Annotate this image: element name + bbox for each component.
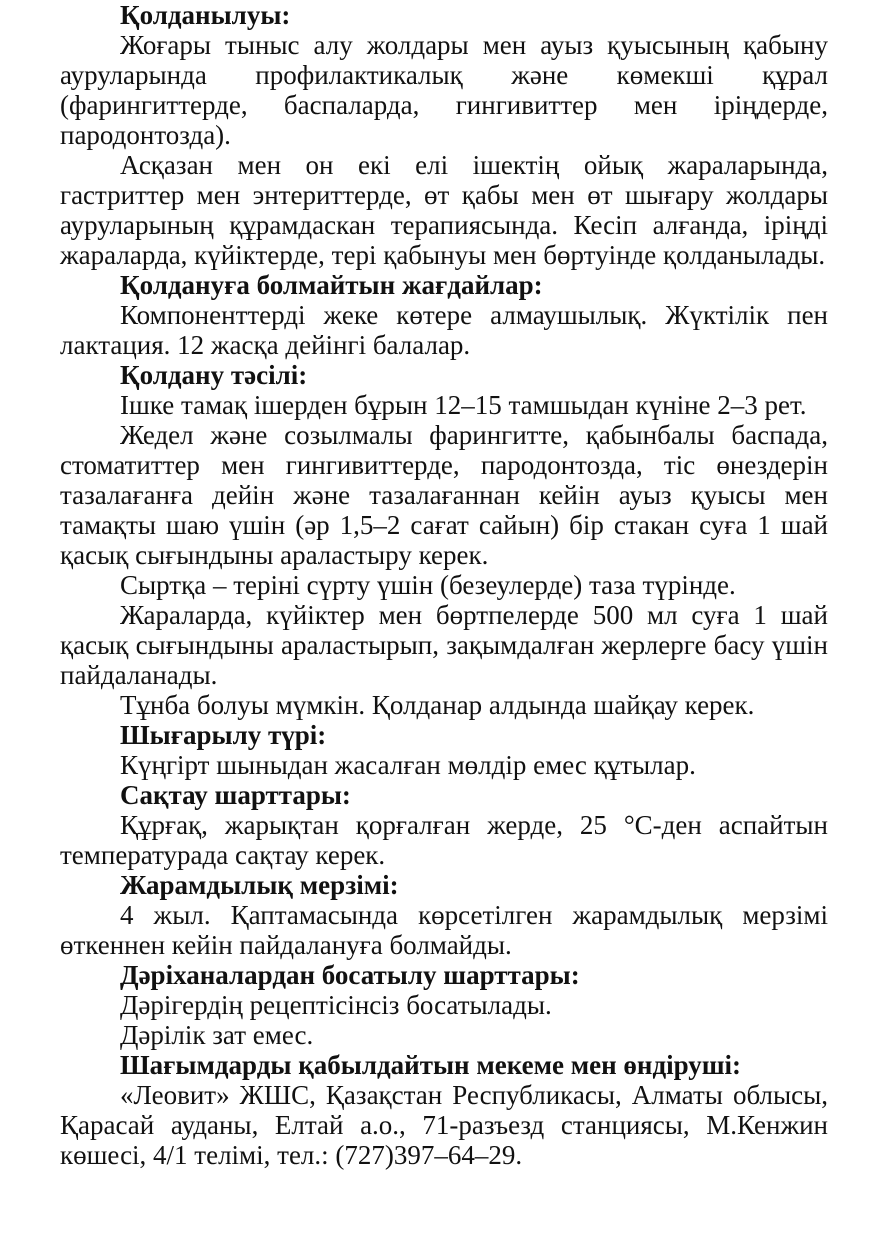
section-paragraph: Компоненттерді жеке көтере алмаушылық. Жүктілік пен лактация. 12 жасқа дейінгі балалар.	[60, 300, 828, 360]
section-heading: Дәріханалардан босатылу шарттары:	[120, 960, 580, 990]
section-heading: Қолдануға болмайтын жағдайлар:	[120, 270, 543, 300]
section-paragraph: Ішке тамақ ішерден бұрын 12–15 тамшыдан күніне 2–3 рет.	[120, 390, 807, 420]
section-paragraph: Дәрігердің рецептісінсіз босатылады.	[120, 990, 552, 1020]
section-shelf-life	[60, 870, 828, 960]
section-paragraph: Асқазан мен он екі елі ішектің ойық жараларында, гастриттер мен энтериттерде, өт қабы мен өт шығару жолдары ауруларының құрамдаскан терапиясында. Кесіп алғанда, іріңді жараларда, күйіктерде, тері қабынуы мен бөртуінде қолданылады.	[60, 150, 828, 270]
section-contraindications	[60, 270, 828, 360]
section-manufacturer	[60, 1050, 828, 1170]
section-heading: Жарамдылық мерзімі:	[120, 870, 399, 900]
section-paragraph: Тұнба болуы мүмкін. Қолданар алдында шайқау керек.	[120, 690, 755, 720]
section-paragraph: Құрғақ, жарықтан қорғалған жерде, 25 °С-ден аспайтын температурада сақтау керек.	[60, 810, 828, 870]
section-paragraph: 4 жыл. Қаптамасында көрсетілген жарамдылық мерзімі өткеннен кейін пайдалануға болмайды.	[60, 900, 828, 960]
section-heading: Қолдану тәсілі:	[120, 360, 308, 390]
section-storage-conditions	[60, 780, 828, 870]
section-paragraph: Күңгірт шыныдан жасалған мөлдір емес құтылар.	[120, 750, 696, 780]
section-paragraph: Сыртқа – теріні сүрту үшін (безеулерде) таза түрінде.	[120, 570, 736, 600]
document-page	[60, 0, 828, 1170]
section-release-form	[60, 720, 828, 780]
section-heading: Қолданылуы:	[120, 0, 291, 30]
section-heading: Шағымдарды қабылдайтын мекеме мен өндіруші:	[120, 1050, 742, 1080]
section-paragraph: Дәрілік зат емес.	[120, 1020, 314, 1050]
section-paragraph: «Леовит» ЖШС, Қазақстан Республикасы, Алматы облысы, Қарасай ауданы, Елтай а.о., 71-разъезд станциясы, М.Кенжин көшесі, 4/1 телімі, тел.: (727)397–64–29.	[60, 1080, 828, 1170]
section-heading: Шығарылу түрі:	[120, 720, 327, 750]
section-paragraph: Жоғары тыныс алу жолдары мен ауыз қуысының қабыну ауруларында профилактикалық және көмекші құрал (фарингиттерде, баспаларда, гингивиттер мен іріңдерде, пародонтозда).	[60, 30, 828, 150]
section-usage	[60, 0, 828, 270]
section-paragraph: Жараларда, күйіктер мен бөртпелерде 500 мл суға 1 шай қасық сығындыны араластырып, зақымдалған жерлерге басу үшін пайдаланады.	[60, 600, 828, 690]
section-method-of-use	[60, 360, 828, 720]
section-heading: Сақтау шарттары:	[120, 780, 351, 810]
section-paragraph: Жедел және созылмалы фарингитте, қабынбалы баспада, стоматиттер мен гингивиттерде, пародонтозда, тіс өнездерін тазалағанға дейін және тазалағаннан кейін ауыз қуысы мен тамақты шаю үшін (әр 1,5–2 сағат сайын) бір стакан суға 1 шай қасық сығындыны араластыру керек.	[60, 420, 828, 570]
section-dispensing-conditions	[60, 960, 828, 1050]
